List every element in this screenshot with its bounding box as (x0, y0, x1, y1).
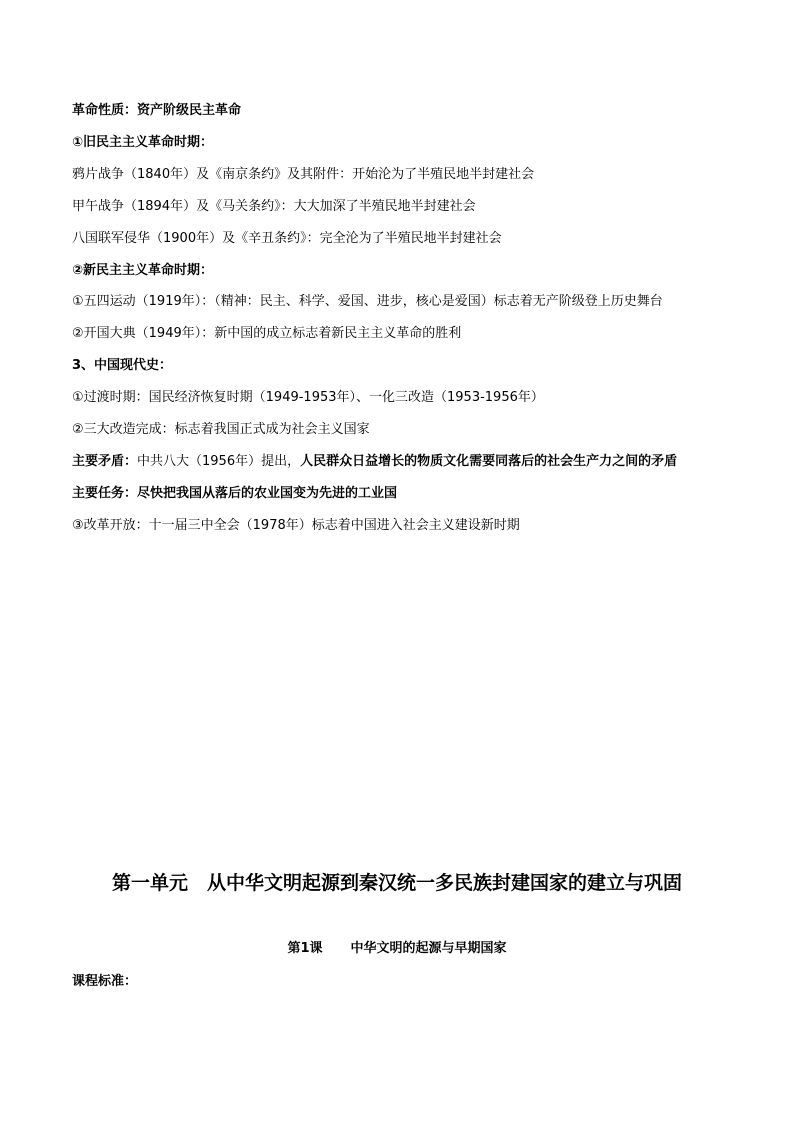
curriculum-standard-label: 课程标准： (72, 974, 138, 989)
main-contradiction-line (72, 453, 677, 471)
modern-history-heading: 3、中国现代史： (72, 358, 173, 373)
main-contradiction-source: 中共八大（1956年）提出， (137, 454, 301, 469)
unit-title: 第一单元 从中华文明起源到秦汉统一多民族封建国家的建立与巩固 (111, 872, 682, 894)
three-transformations-line: ②三大改造完成：标志着我国正式成为社会主义国家 (72, 422, 370, 437)
transition-period-line: ①过渡时期：国民经济恢复时期（1949-1953年）、一化三改造（1953-1956年） (72, 390, 544, 405)
lesson-title: 中华文明的起源与早期国家 (350, 941, 507, 956)
eight-nation-alliance-line: 八国联军侵华（1900年）及《辛丑条约》：完全沦为了半殖民地半封建社会 (72, 231, 502, 246)
founding-ceremony-line: ②开国大典（1949年）：新中国的成立标志着新民主主义革命的胜利 (72, 326, 462, 341)
new-democratic-revolution-heading: ②新民主主义革命时期： (72, 263, 214, 278)
main-task-line: 主要任务：尽快把我国从落后的农业国变为先进的工业国 (72, 486, 398, 501)
old-democratic-revolution-heading: ①旧民主主义革命时期： (72, 135, 214, 150)
revolution-nature-line: 革命性质：资产阶级民主革命 (72, 103, 242, 118)
opium-war-line: 鸦片战争（1840年）及《南京条约》及其附件：开始沦为了半殖民地半封建社会 (72, 167, 535, 182)
reform-opening-line: ③改革开放：十一届三中全会（1978年）标志着中国进入社会主义建设新时期 (72, 518, 520, 533)
main-contradiction-label: 主要矛盾： (72, 454, 138, 469)
sino-japanese-war-line: 甲午战争（1894年）及《马关条约》：大大加深了半殖民地半封建社会 (72, 199, 476, 214)
lesson-heading (0, 940, 794, 958)
lesson-number: 第1课 (287, 941, 323, 956)
main-contradiction-content: 人民群众日益增长的物质文化需要同落后的社会生产力之间的矛盾 (300, 454, 678, 469)
may-fourth-movement-line: ①五四运动（1919年）：（精神：民主、科学、爱国、进步，核心是爱国）标志着无产阶级登上历史舞台 (72, 294, 663, 309)
